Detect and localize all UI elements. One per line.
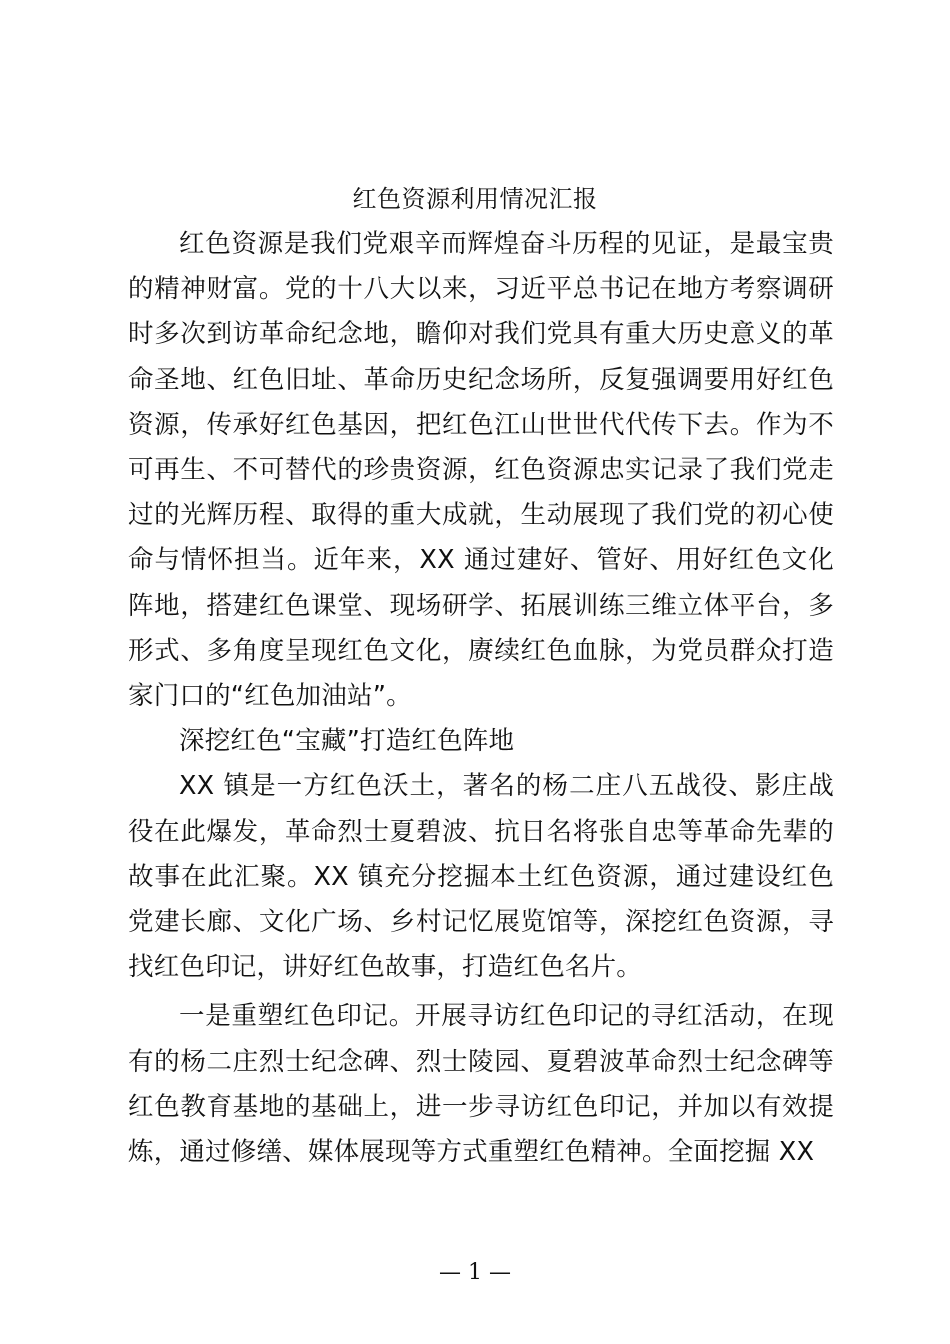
document-title: 红色资源利用情况汇报 (352, 185, 598, 213)
paragraph-point-one: 一是重塑红色印记。开展寻访红色印记的寻红活动，在现有的杨二庄烈士纪念碑、烈士陵园、夏碧波革命烈士纪念碑等红色教育基地的基础上，进一步寻访红色印记，并加以有效提炼，通过修缮、媒体展现等方式重塑红色精神。全面挖掘 XX (128, 1001, 834, 1168)
paragraph-intro: 红色资源是我们党艰辛而辉煌奋斗历程的见证，是最宝贵的精神财富。党的十八大以来，习近平总书记在地方考察调研时多次到访革命纪念地，瞻仰对我们党具有重大历史意义的革命圣地、红色旧址、革命历史纪念场所，反复强调要用好红色资源，传承好红色基因，把红色江山世世代代传下去。作为不可再生、不可替代的珍贵资源，红色资源忠实记录了我们党走过的光辉历程、取得的重大成就，生动展现了我们党的初心使命与情怀担当。近年来，XX 通过建好、管好、用好红色文化阵地，搭建红色课堂、现场研学、拓展训练三维立体平台，多形式、多角度呈现红色文化，赓续红色血脉，为党员群众打造家门口的“红色加油站”。 (128, 229, 834, 712)
paragraph-town: XX 镇是一方红色沃土，著名的杨二庄八五战役、影庄战役在此爆发，革命烈士夏碧波、抗日名将张自忠等革命先辈的故事在此汇聚。XX 镇充分挖掘本土红色资源，通过建设红色党建长廊、文化广场、乡村记忆展览馆等，深挖红色资源，寻找红色印记，讲好红色故事，打造红色名片。 (128, 771, 834, 983)
page-number: — 1 — (439, 1260, 511, 1285)
section-heading: 深挖红色“宝藏”打造红色阵地 (179, 726, 515, 757)
document-body (128, 222, 834, 1175)
